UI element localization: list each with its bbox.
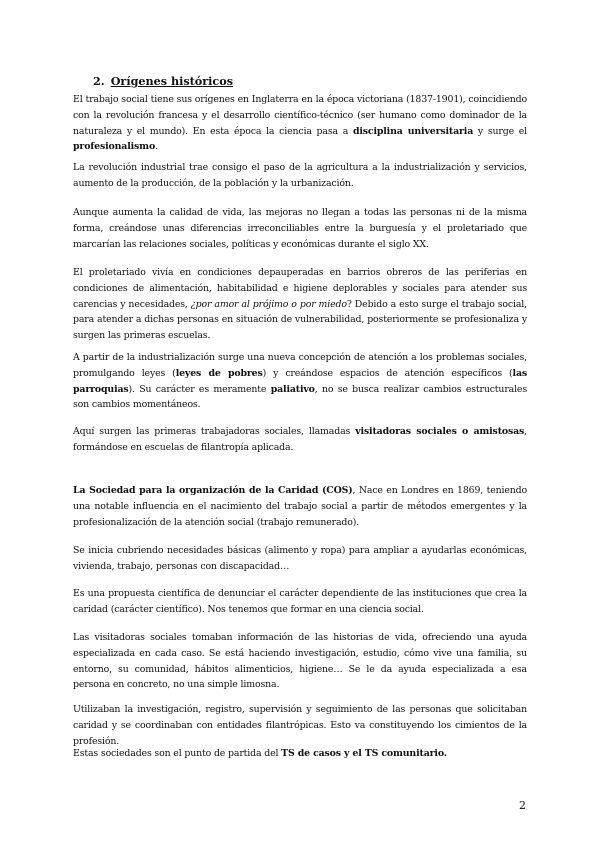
- section-title: Orígenes históricos: [110, 74, 233, 88]
- paragraph-industrial-revolution: La revolución industrial trae consigo el paso de la agricultura a la industrialización y servicios, aumento de la producción, de la población y la urbanización.: [73, 162, 527, 189]
- page-number: 2: [519, 799, 526, 812]
- paragraph-quality-of-life: Aunque aumenta la calidad de vida, las mejoras no llegan a todas las personas ni de la misma forma, creándose unas diferencias irreconciliables entre la burguesía y el proletariado que marcarían las relaciones sociales, políticas y económicas durante el siglo XX.: [73, 207, 527, 250]
- section-heading: [93, 74, 233, 88]
- paragraph-social-visitors: Las visitadoras sociales tomaban información de las historias de vida, ofreciendo una ayuda especializada en cada caso. Se está haciendo investigación, estudio, cómo vive una familia, su entorno, su comunidad, hábitos alimenticios, higiene… Se le da ayuda especializada a esa persona en concreto, no una simple limosna.: [73, 632, 527, 691]
- section-number: 2.: [93, 74, 105, 88]
- paragraph-origins: El trabajo social tiene sus orígenes en Inglaterra en la época victoriana (1837-1901), coincidiendo con la revolución francesa y el desarrollo científico-técnico (ser humano como dominador de la naturaleza y el mundo). En esta época la ciencia pasa a disciplina universitaria y surge el profesionalismo.: [73, 94, 528, 153]
- paragraph-scientific-proposal: Es una propuesta científica de denunciar el carácter dependiente de las instituciones que crea la caridad (carácter científico). Nos tenemos que formar en una ciencia social.: [73, 588, 527, 615]
- paragraph-proletariat: El proletariado vivía en condiciones depauperadas en barrios obreros de las periferias en condiciones de alimentación, habitabilidad e higiene deplorables y sociales para atender sus carencias y necesidades, ¿por amor al prójimo o por miedo? Debido a esto surge el trabajo social, para atender a dichas personas en situación de vulnerabilidad, posteriormente se profesionaliza y surgen las primeras escuelas.: [73, 267, 527, 342]
- paragraph-basic-needs: Se inicia cubriendo necesidades básicas (alimento y ropa) para ampliar a ayudarlas económicas, vivienda, trabajo, personas con discapacidad…: [73, 545, 527, 572]
- paragraph-first-social-workers: Aquí surgen las primeras trabajadoras sociales, llamadas visitadoras sociales o amistosas, formándose en escuelas de filantropía aplicada.: [73, 426, 527, 453]
- paragraph-cos: La Sociedad para la organización de la Caridad (COS), Nace en Londres en 1869, teniendo una notable influencia en el nacimiento del trabajo social a partir de métodos emergentes y la profesionalización de la atención social (trabajo remunerado).: [73, 485, 527, 528]
- paragraph-starting-point: Estas sociedades son el punto de partida del TS de casos y el TS comunitario.: [73, 748, 447, 759]
- paragraph-industrialization: A partir de la industrialización surge una nueva concepción de atención a los problemas sociales, promulgando leyes (leyes de pobres) y creándose espacios de atención específicos (las parroquias). Su carácter es meramente paliativo, no se busca realizar cambios estructurales son cambios momentáneos.: [73, 352, 528, 411]
- paragraph-research: Utilizaban la investigación, registro, supervisión y seguimiento de las personas que solicitaban caridad y se coordinaban con entidades filantrópicas. Esto va constituyendo los cimientos de la profesión.: [73, 704, 527, 747]
